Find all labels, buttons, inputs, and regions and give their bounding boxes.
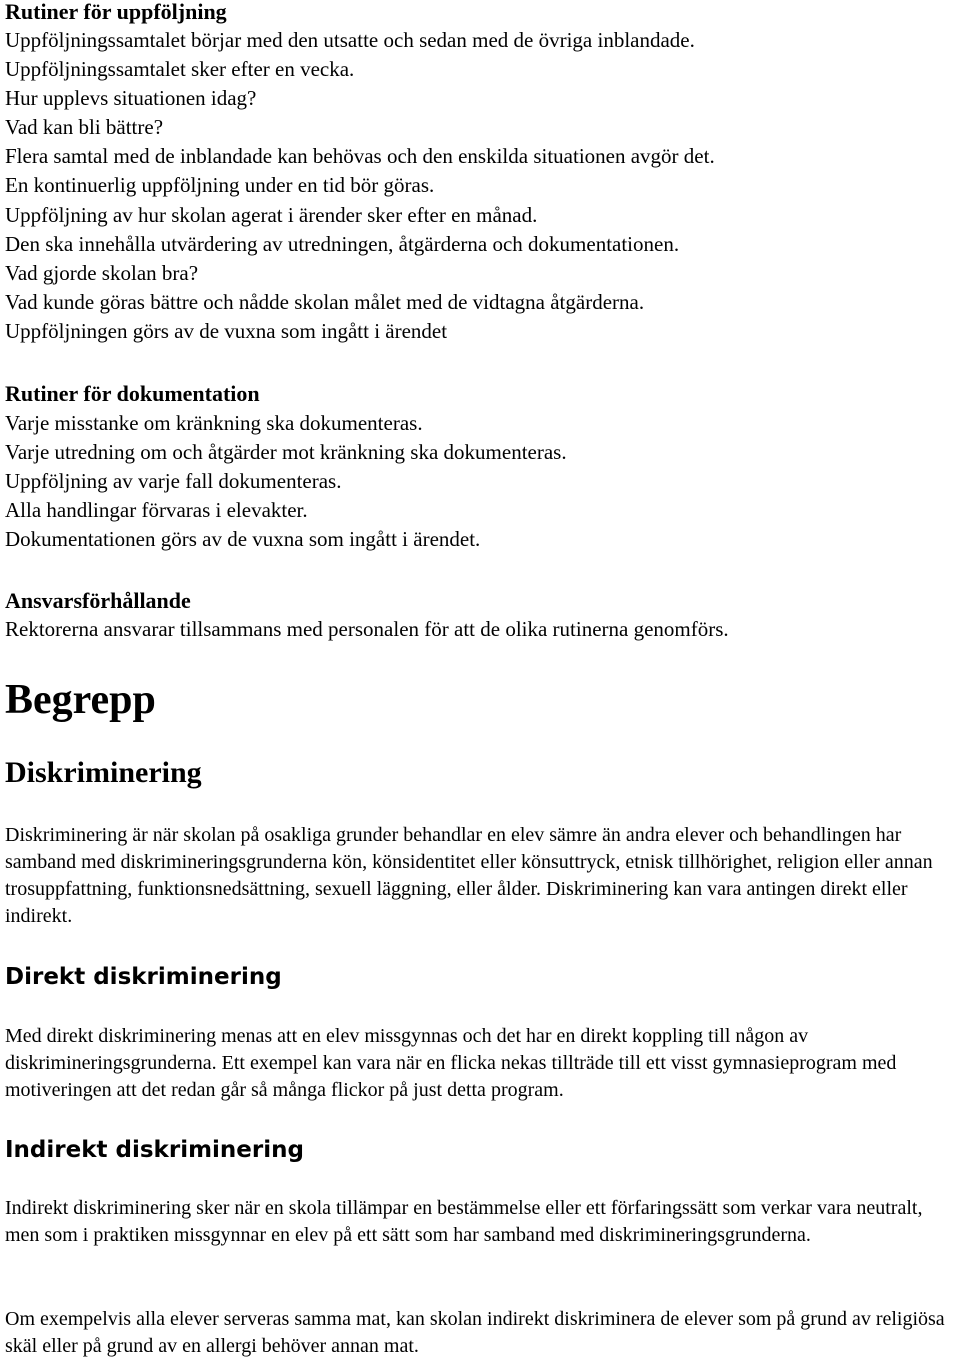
documentation-line: Uppföljning av varje fall dokumenteras. (5, 469, 342, 494)
followup-heading: Rutiner för uppföljning (5, 0, 227, 24)
responsibility-heading: Ansvarsförhållande (5, 588, 191, 613)
followup-line: Vad gjorde skolan bra? (5, 260, 199, 285)
direct-discrimination-paragraph: Med direkt diskriminering menas att en elev missgynnas och det har en direkt koppling till någon av diskrimineringsgrunderna. Ett exempel kan vara när en flicka nekas tillträde till ett visst gymnasieprogram med motiveringen att det redan går så många flickor på just detta program. (5, 1025, 897, 1101)
followup-line: Uppföljningssamtalet börjar med den utsatte och sedan med de övriga inblandade. (5, 28, 695, 52)
documentation-heading: Rutiner för dokumentation (5, 381, 260, 406)
followup-line: En kontinuerlig uppföljning under en tid bör göras. (5, 173, 435, 198)
followup-line: Vad kunde göras bättre och nådde skolan målet med de vidtagna åtgärderna. (5, 289, 645, 314)
followup-line: Uppföljningssamtalet sker efter en vecka. (5, 57, 355, 82)
followup-line: Uppföljning av hur skolan agerat i ärender sker efter en månad. (5, 202, 538, 227)
indirect-discrimination-paragraph: Indirekt diskriminering sker när en skola tillämpar en bestämmelse eller ett förfaringssätt som verkar vara neutralt, men som i praktiken missgynnar en elev på ett sätt som har samband med diskrimineringsgrunderna. (5, 1197, 923, 1246)
documentation-line: Dokumentationen görs av de vuxna som ingått i ärendet. (5, 527, 481, 552)
followup-line: Vad kan bli bättre? (5, 115, 164, 140)
responsibility-list (5, 615, 955, 644)
followup-line: Uppföljningen görs av de vuxna som ingått i ärendet (5, 318, 448, 343)
concepts-heading: Begrepp (5, 677, 156, 723)
discrimination-heading: Diskriminering (5, 756, 202, 789)
documentation-list (5, 409, 955, 554)
followup-line: Den ska innehålla utvärdering av utredningen, åtgärderna och dokumentationen. (5, 231, 680, 256)
direct-discrimination-heading: Direkt diskriminering (5, 964, 282, 990)
discrimination-paragraph: Diskriminering är när skolan på osakliga grunder behandlar en elev sämre än andra elever och behandlingen har samband med diskrimineringsgrunderna kön, könsidentitet eller könsuttryck, etnisk tillhörighet, religion eller annan trosuppfattning, funktionsnedsättning, sexuell läggning, eller ålder. Diskriminering kan vara antingen direkt eller indirekt. (5, 824, 933, 927)
documentation-line: Varje utredning om och åtgärder mot kränkning ska dokumenteras. (5, 440, 567, 465)
followup-list (5, 26, 955, 346)
responsibility-line: Rektorerna ansvarar tillsammans med personalen för att de olika rutinerna genomförs. (5, 617, 729, 641)
documentation-line: Alla handlingar förvaras i elevakter. (5, 498, 308, 523)
indirect-discrimination-heading: Indirekt diskriminering (5, 1137, 304, 1163)
documentation-line: Varje misstanke om kränkning ska dokumenteras. (5, 411, 423, 435)
followup-line: Flera samtal med de inblandade kan behövas och den enskilda situationen avgör det. (5, 144, 715, 169)
indirect-example-paragraph: Om exempelvis alla elever serveras samma mat, kan skolan indirekt diskriminera de elever som på grund av religiösa skäl eller på grund av en allergi behöver annan mat. (5, 1308, 945, 1357)
followup-line: Hur upplevs situationen idag? (5, 86, 257, 111)
